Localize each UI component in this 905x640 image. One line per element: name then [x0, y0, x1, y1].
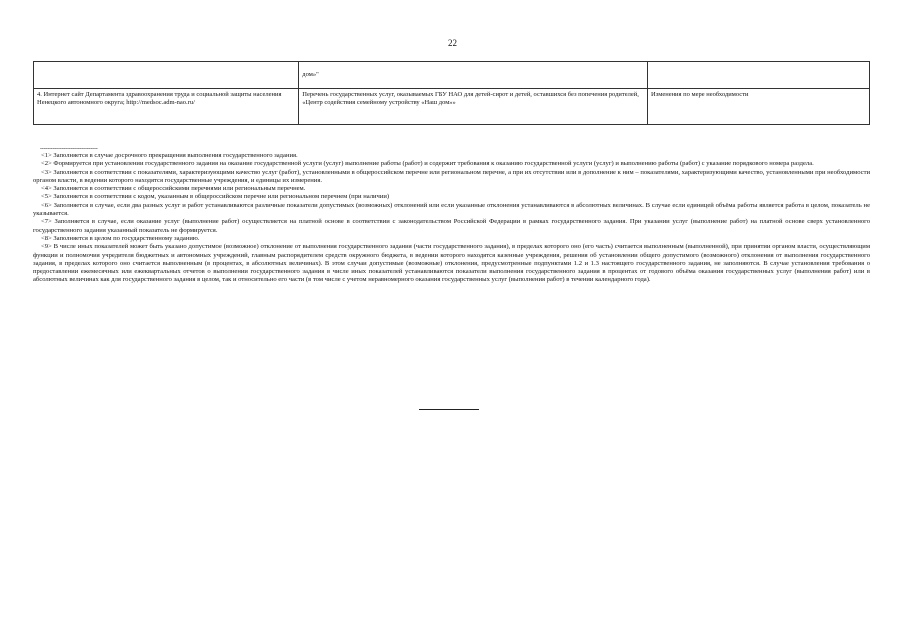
footnote-7: <7> Заполняется в случае, если оказание услуг (выполнение работ) осуществляется на платной основе в соответствии с законодательством Российской Федерации в рамках государственного задания. При указании услуг (выполнение работ) на платной основе сверх установленного государственного задания указанный показатель не формируется. — [33, 218, 870, 234]
table-cell-content: Перечень государственных услуг, оказываемых ГБУ НАО для детей-сирот и детей, оставшихся без попечения родителей, «Центр содействия семейному устройству «Наш дом»» — [299, 89, 648, 125]
footnotes — [33, 152, 870, 285]
footnote-separator: -------------------------------- — [40, 146, 98, 152]
footnote-1: <1> Заполняется в случае досрочного прекращения выполнения государственного задания. — [41, 152, 298, 159]
footnote-6: <6> Заполняется в случае, если два разных услуг и работ устанавливаются различные показатели допустимых (возможных) отклонений или если указанные отклонения устанавливаются в абсолютных величинах. В случае если единицей объёма работы является работа в целом, показатель не указывается. — [33, 201, 870, 218]
footnote-9: <9> В числе иных показателей может быть указано допустимое (возможное) отклонение от выполнения государственного задания (части государственного задания), в пределах которого оно (его часть) считается выполненным (выполненной), при принятии органом власти, осуществляющим функции и полномочия учредителя бюджетных и автономных учреждений, главным распорядителем средств окружного бюджета, в ведении которого находятся казенные учреждения, решения об установлении общего допустимого (возможного) отклонения от выполнения государственного задания, в пределах которого оно считается выполненным (в процентах, в абсолютных величинах). В этом случаи допустимые (возможные) отклонения, предусмотренные подпунктами 1.2 и 1.3 настоящего государственного задания, не заполняются. В случае установления требования о предоставлении ежемесячных или ежеквартальных отчетов о выполнении государственного задания в числе иных показателей устанавливаются показатели выполнения государственного задания в процентах от годового объёма оказания государственных услуг (выполнения работ) или в абсолютных величинах как для государственного задания в целом, так и относительно его части (в том числе с учетом неравномерного оказания государственных услуг (выполнения работ) в течении календарного года). — [33, 243, 870, 284]
table-cell-website — [34, 62, 299, 89]
footnote-4: <4> Заполняется в соответствии с общероссийскими перечнями или региональным перечнем. — [41, 185, 306, 193]
footnote-5: <5> Заполняется в соответствии с кодом, указанным в общероссийском перечне или региональном перечнем (при наличии) — [41, 193, 390, 201]
table-row — [34, 62, 870, 89]
table-cell-frequency: Изменения по мере необходимости — [648, 89, 870, 125]
table-cell-content: дом»" — [299, 62, 648, 89]
table-cell-website: 4. Интернет сайт Департамента здравоохранения труда и социальной защиты населения Ненецкого автономного округа; http://medsoc.adm-nao.ru/ — [34, 89, 299, 125]
footnote-2: <2> Формируется при установлении государственного задания на оказание государственной услуги (услуг) выполнение работы (работ) и содержит требования к оказанию государственной услуги (услуг) и выполнению работы (работ) с указание порядкового номера раздела. — [41, 160, 814, 168]
footnote-3: <3> Заполняется в соответствии с показателями, характеризующими качество услуг (работ), установленными в общероссийском перечне или региональном перечне, а при их отсутствии или в дополнение к ним – показателями, характеризующими качество, установленными при необходимости органом власти, в ведении которого находятся государственные учреждения, и единицы их измерения. — [33, 168, 870, 184]
services-table — [33, 61, 870, 125]
table-cell-frequency — [648, 62, 870, 89]
page-number: 22 — [448, 38, 457, 48]
table-row — [34, 89, 870, 125]
footnote-8: <8> Заполняется в целом по государственному заданию. — [41, 234, 200, 242]
end-divider — [419, 409, 479, 410]
